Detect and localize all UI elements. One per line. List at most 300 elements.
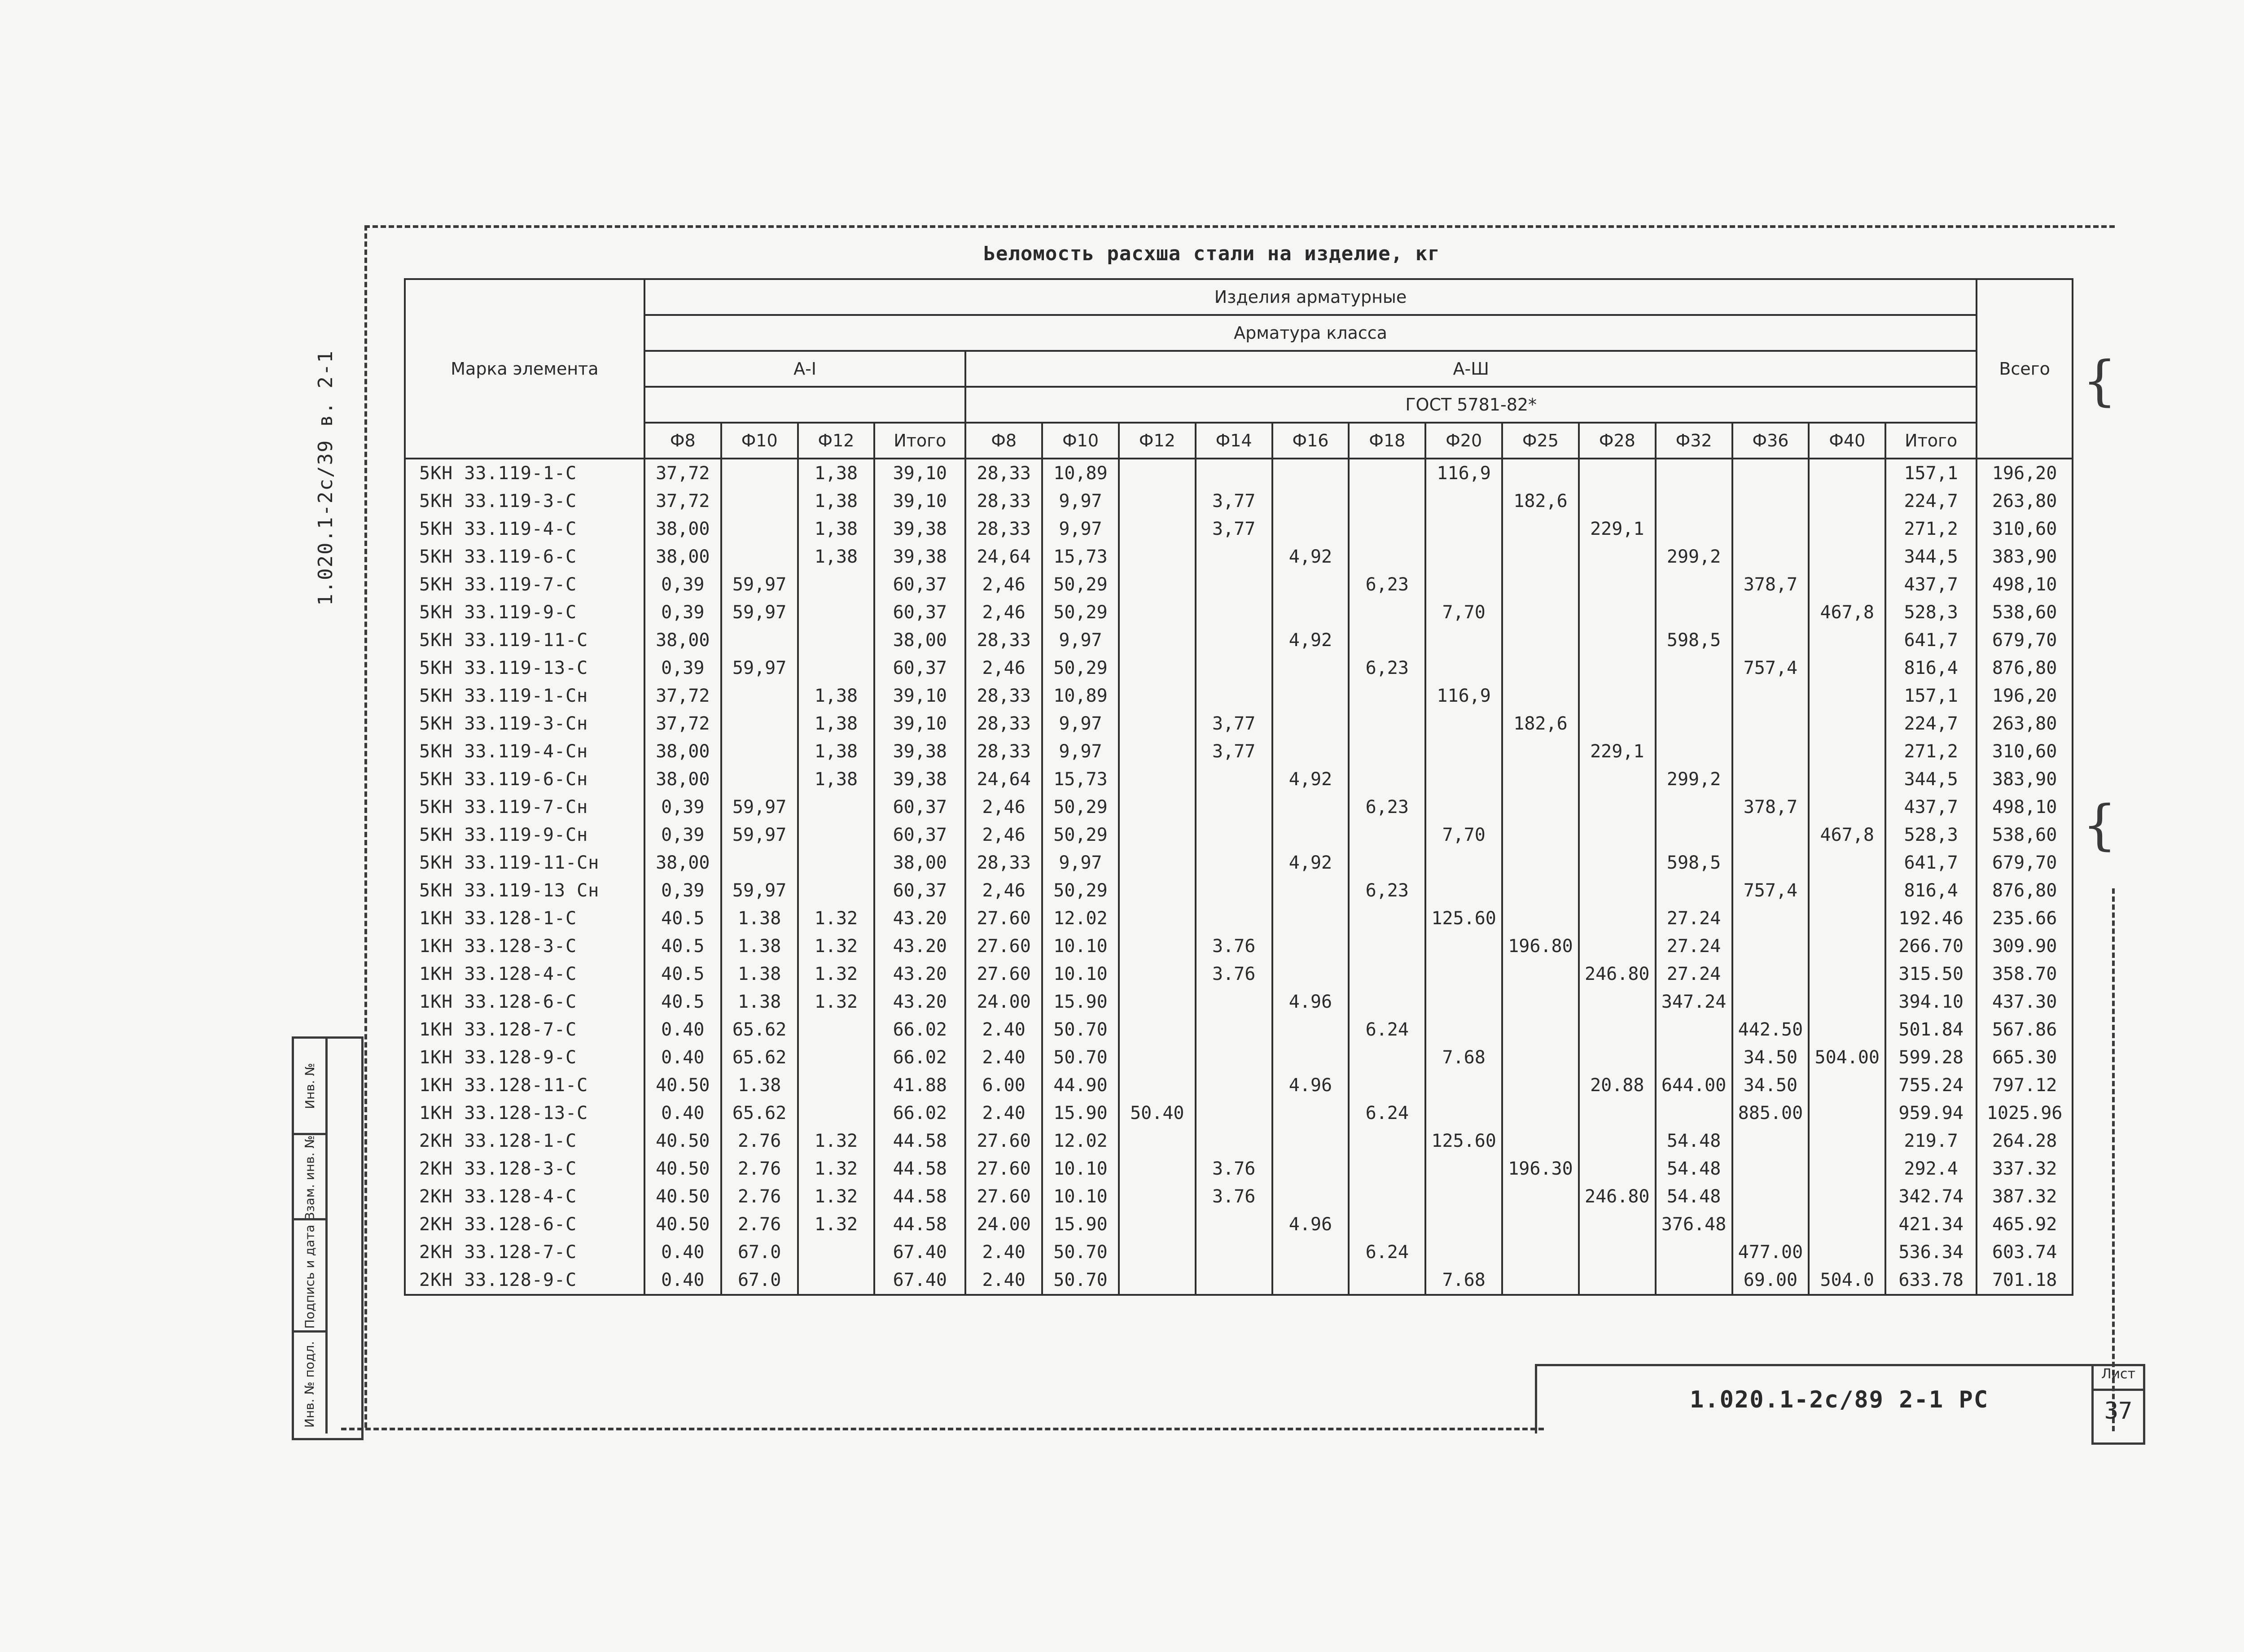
- frame-top-border: [364, 225, 2115, 228]
- frame-left-border: [364, 225, 367, 1428]
- a3-value-cell: 504.00: [1809, 1044, 1885, 1071]
- element-mark-cell: 2КН 33.128-9-С: [405, 1266, 644, 1295]
- a3-value-cell: [1809, 765, 1885, 793]
- table-row: [405, 988, 2073, 1016]
- a3-value-cell: 3,77: [1196, 487, 1272, 515]
- a3-value-cell: 125.60: [1425, 1127, 1502, 1155]
- a3-diameter-header: Ф16: [1272, 423, 1349, 459]
- approval-stamp-column: [292, 1036, 364, 1440]
- a3-value-cell: [1119, 877, 1196, 905]
- a1-value-cell: 38,00: [644, 738, 721, 765]
- a1-value-cell: 1.38: [721, 960, 798, 988]
- a3-value-cell: [1809, 849, 1885, 877]
- a3-value-cell: 24.00: [965, 1211, 1042, 1238]
- table-row: [405, 654, 2073, 682]
- a3-value-cell: [1349, 738, 1425, 765]
- a3-value-cell: [1502, 654, 1579, 682]
- a3-value-cell: [1119, 1127, 1196, 1155]
- stamp-label: Инв. № подл.: [302, 1341, 317, 1428]
- a3-value-cell: [1196, 849, 1272, 877]
- a3-value-cell: 27.24: [1656, 960, 1732, 988]
- a3-value-cell: 292.4: [1885, 1155, 1977, 1183]
- a3-value-cell: 50,29: [1042, 599, 1119, 626]
- a3-value-cell: [1656, 1266, 1732, 1295]
- a1-value-cell: 1,38: [798, 515, 875, 543]
- total-value-cell: 387.32: [1977, 1183, 2073, 1211]
- a3-value-cell: [1732, 738, 1809, 765]
- a3-value-cell: 54.48: [1656, 1155, 1732, 1183]
- a3-value-cell: 2,46: [965, 599, 1042, 626]
- a3-value-cell: [1732, 821, 1809, 849]
- a3-value-cell: 27.60: [965, 1183, 1042, 1211]
- table-row: [405, 487, 2073, 515]
- a3-value-cell: [1272, 960, 1349, 988]
- a3-value-cell: [1349, 543, 1425, 571]
- a3-value-cell: 644.00: [1656, 1071, 1732, 1099]
- a1-value-cell: 44.58: [874, 1211, 965, 1238]
- a3-value-cell: [1579, 487, 1656, 515]
- a3-value-cell: 2.40: [965, 1266, 1042, 1295]
- a3-value-cell: [1809, 1238, 1885, 1266]
- a3-value-cell: [1656, 1099, 1732, 1127]
- a3-value-cell: [1579, 1155, 1656, 1183]
- a3-value-cell: [1272, 793, 1349, 821]
- a3-value-cell: [1809, 682, 1885, 710]
- a1-diameter-header: Ф8: [644, 423, 721, 459]
- total-value-cell: 383,90: [1977, 765, 2073, 793]
- a3-value-cell: [1196, 765, 1272, 793]
- a3-value-cell: [1119, 1183, 1196, 1211]
- a3-value-cell: [1502, 1099, 1579, 1127]
- total-value-cell: 538,60: [1977, 821, 2073, 849]
- a3-value-cell: [1579, 765, 1656, 793]
- a3-value-cell: [1579, 654, 1656, 682]
- a3-value-cell: 27.60: [965, 1155, 1042, 1183]
- a3-value-cell: 6.24: [1349, 1099, 1425, 1127]
- table-row: [405, 571, 2073, 599]
- a3-value-cell: [1349, 599, 1425, 626]
- a3-value-cell: [1272, 1016, 1349, 1044]
- sheet-label: Лист: [2094, 1366, 2143, 1391]
- a3-value-cell: 246.80: [1579, 960, 1656, 988]
- a3-value-cell: [1579, 821, 1656, 849]
- a3-value-cell: [1809, 988, 1885, 1016]
- a3-value-cell: [1272, 1183, 1349, 1211]
- a1-value-cell: 1.38: [721, 988, 798, 1016]
- a3-value-cell: [1349, 1127, 1425, 1155]
- a3-value-cell: 3,77: [1196, 515, 1272, 543]
- a3-value-cell: 344,5: [1885, 765, 1977, 793]
- a3-value-cell: 7.68: [1425, 1044, 1502, 1071]
- a1-value-cell: 65.62: [721, 1016, 798, 1044]
- a3-value-cell: [1196, 1266, 1272, 1295]
- a3-value-cell: [1809, 543, 1885, 571]
- a3-value-cell: 116,9: [1425, 459, 1502, 487]
- a3-value-cell: 50,29: [1042, 821, 1119, 849]
- a3-value-cell: 219.7: [1885, 1127, 1977, 1155]
- total-value-cell: 310,60: [1977, 738, 2073, 765]
- a3-value-cell: [1579, 877, 1656, 905]
- a3-value-cell: [1272, 1155, 1349, 1183]
- a3-value-cell: [1809, 1127, 1885, 1155]
- total-value-cell: 264.28: [1977, 1127, 2073, 1155]
- a3-value-cell: [1732, 1211, 1809, 1238]
- a3-value-cell: 2,46: [965, 821, 1042, 849]
- a3-diameter-header: Ф10: [1042, 423, 1119, 459]
- a3-value-cell: [1196, 543, 1272, 571]
- a3-value-cell: 27.60: [965, 932, 1042, 960]
- a3-value-cell: [1349, 626, 1425, 654]
- table-body: [405, 459, 2073, 1295]
- a3-value-cell: [1349, 1044, 1425, 1071]
- a3-value-cell: [1196, 682, 1272, 710]
- a3-value-cell: 2,46: [965, 877, 1042, 905]
- a3-value-cell: [1425, 849, 1502, 877]
- a1-value-cell: 39,10: [874, 487, 965, 515]
- a3-value-cell: [1272, 821, 1349, 849]
- a3-value-cell: [1349, 515, 1425, 543]
- a3-value-cell: [1809, 793, 1885, 821]
- a1-value-cell: 60,37: [874, 793, 965, 821]
- a3-value-cell: [1732, 988, 1809, 1016]
- table-row: [405, 1238, 2073, 1266]
- a3-value-cell: 421.34: [1885, 1211, 1977, 1238]
- table-row: [405, 821, 2073, 849]
- a3-value-cell: [1119, 1238, 1196, 1266]
- a3-value-cell: [1119, 1044, 1196, 1071]
- a3-value-cell: 347.24: [1656, 988, 1732, 1016]
- a3-value-cell: [1425, 1155, 1502, 1183]
- a3-value-cell: 229,1: [1579, 515, 1656, 543]
- a3-diameter-header: Итого: [1885, 423, 1977, 459]
- a1-value-cell: 37,72: [644, 459, 721, 487]
- a3-value-cell: [1425, 877, 1502, 905]
- brace-mark: {: [2082, 794, 2117, 857]
- a1-value-cell: 0.40: [644, 1016, 721, 1044]
- total-value-cell: 797.12: [1977, 1071, 2073, 1099]
- a3-value-cell: 50.40: [1119, 1099, 1196, 1127]
- a3-value-cell: [1809, 710, 1885, 738]
- a3-value-cell: 3.76: [1196, 932, 1272, 960]
- a3-value-cell: 536.34: [1885, 1238, 1977, 1266]
- a1-value-cell: 40.5: [644, 988, 721, 1016]
- a1-value-cell: 59,97: [721, 654, 798, 682]
- a3-value-cell: [1579, 1044, 1656, 1071]
- a1-value-cell: 2.76: [721, 1155, 798, 1183]
- a3-value-cell: [1425, 1183, 1502, 1211]
- a3-value-cell: [1425, 988, 1502, 1016]
- element-mark-cell: 1КН 33.128-6-С: [405, 988, 644, 1016]
- a3-value-cell: 157,1: [1885, 459, 1977, 487]
- a1-value-cell: 60,37: [874, 571, 965, 599]
- table-row: [405, 793, 2073, 821]
- a3-value-cell: 10.10: [1042, 960, 1119, 988]
- a1-value-cell: 66.02: [874, 1016, 965, 1044]
- a3-value-cell: [1272, 682, 1349, 710]
- a1-value-cell: [798, 849, 875, 877]
- a3-diameter-header: Ф40: [1809, 423, 1885, 459]
- element-mark-cell: 5КН 33.119-4-Сн: [405, 738, 644, 765]
- a1-value-cell: 43.20: [874, 988, 965, 1016]
- a3-value-cell: [1119, 487, 1196, 515]
- a3-value-cell: 34.50: [1732, 1044, 1809, 1071]
- a3-value-cell: 378,7: [1732, 571, 1809, 599]
- a3-value-cell: [1732, 487, 1809, 515]
- a1-value-cell: 43.20: [874, 905, 965, 932]
- a3-value-cell: 15.90: [1042, 988, 1119, 1016]
- a1-value-cell: 60,37: [874, 877, 965, 905]
- a3-value-cell: [1196, 571, 1272, 599]
- a3-value-cell: 757,4: [1732, 654, 1809, 682]
- a3-value-cell: [1196, 988, 1272, 1016]
- element-mark-cell: 5КН 33.119-11-Сн: [405, 849, 644, 877]
- a3-value-cell: [1425, 932, 1502, 960]
- a3-value-cell: 10,89: [1042, 459, 1119, 487]
- a3-value-cell: 7,70: [1425, 821, 1502, 849]
- frame-bottom-border: [341, 1428, 1544, 1430]
- a1-value-cell: [798, 877, 875, 905]
- table-row: [405, 1044, 2073, 1071]
- a3-value-cell: [1196, 459, 1272, 487]
- a3-value-cell: 633.78: [1885, 1266, 1977, 1295]
- a1-value-cell: 37,72: [644, 710, 721, 738]
- a3-value-cell: 394.10: [1885, 988, 1977, 1016]
- a3-value-cell: 50.70: [1042, 1238, 1119, 1266]
- a1-value-cell: 0,39: [644, 793, 721, 821]
- a3-value-cell: [1809, 932, 1885, 960]
- a3-value-cell: [1196, 1044, 1272, 1071]
- a3-value-cell: [1732, 710, 1809, 738]
- a3-value-cell: 378,7: [1732, 793, 1809, 821]
- a3-value-cell: 4.96: [1272, 1071, 1349, 1099]
- a3-value-cell: 28,33: [965, 710, 1042, 738]
- a1-value-cell: 44.58: [874, 1183, 965, 1211]
- a3-value-cell: [1579, 988, 1656, 1016]
- a3-value-cell: 437,7: [1885, 571, 1977, 599]
- a3-value-cell: 246.80: [1579, 1183, 1656, 1211]
- a3-value-cell: 50.70: [1042, 1016, 1119, 1044]
- a3-value-cell: [1425, 710, 1502, 738]
- element-mark-cell: 1КН 33.128-13-С: [405, 1099, 644, 1127]
- a3-value-cell: 196.30: [1502, 1155, 1579, 1183]
- a3-value-cell: [1119, 515, 1196, 543]
- a3-value-cell: 598,5: [1656, 626, 1732, 654]
- a3-value-cell: 528,3: [1885, 599, 1977, 626]
- a1-value-cell: 1,38: [798, 543, 875, 571]
- a1-diameter-header: Ф12: [798, 423, 875, 459]
- a3-value-cell: [1425, 1016, 1502, 1044]
- a1-value-cell: 60,37: [874, 599, 965, 626]
- a3-value-cell: 10,89: [1042, 682, 1119, 710]
- a3-value-cell: [1349, 682, 1425, 710]
- element-mark-cell: 5КН 33.119-3-С: [405, 487, 644, 515]
- a3-value-cell: 4,92: [1272, 626, 1349, 654]
- a3-value-cell: [1425, 1071, 1502, 1099]
- a3-value-cell: 3.76: [1196, 1155, 1272, 1183]
- total-value-cell: 358.70: [1977, 960, 2073, 988]
- a3-value-cell: [1119, 738, 1196, 765]
- stamp-label: Подпись и дата: [302, 1224, 317, 1329]
- a3-diameter-header: Ф18: [1349, 423, 1425, 459]
- a1-value-cell: 40.50: [644, 1211, 721, 1238]
- a3-value-cell: [1732, 1127, 1809, 1155]
- a3-value-cell: [1425, 1099, 1502, 1127]
- a1-value-cell: 44.58: [874, 1127, 965, 1155]
- table-row: [405, 515, 2073, 543]
- a3-value-cell: [1119, 821, 1196, 849]
- a3-diameter-header: Ф32: [1656, 423, 1732, 459]
- table-row: [405, 626, 2073, 654]
- a3-value-cell: [1579, 682, 1656, 710]
- a3-value-cell: 24,64: [965, 543, 1042, 571]
- a3-diameter-header: Ф12: [1119, 423, 1196, 459]
- a3-value-cell: 467,8: [1809, 821, 1885, 849]
- a1-value-cell: [798, 1044, 875, 1071]
- a3-value-cell: [1502, 1044, 1579, 1071]
- a3-value-cell: [1732, 599, 1809, 626]
- a3-value-cell: [1732, 543, 1809, 571]
- a3-value-cell: 182,6: [1502, 487, 1579, 515]
- a3-value-cell: 54.48: [1656, 1183, 1732, 1211]
- a3-value-cell: 28,33: [965, 487, 1042, 515]
- a1-value-cell: 1.32: [798, 905, 875, 932]
- table-row: [405, 543, 2073, 571]
- table-row: [405, 932, 2073, 960]
- a3-value-cell: [1656, 793, 1732, 821]
- a3-value-cell: 12.02: [1042, 1127, 1119, 1155]
- table-row: [405, 710, 2073, 738]
- a3-value-cell: [1349, 849, 1425, 877]
- a3-value-cell: [1809, 571, 1885, 599]
- a3-value-cell: [1502, 988, 1579, 1016]
- a3-value-cell: [1272, 515, 1349, 543]
- a3-value-cell: 192.46: [1885, 905, 1977, 932]
- a3-value-cell: [1349, 459, 1425, 487]
- a1-value-cell: [798, 1071, 875, 1099]
- a3-value-cell: [1502, 1266, 1579, 1295]
- a3-value-cell: [1809, 1155, 1885, 1183]
- a3-value-cell: 477.00: [1732, 1238, 1809, 1266]
- a3-value-cell: 4.96: [1272, 988, 1349, 1016]
- total-value-cell: 876,80: [1977, 654, 2073, 682]
- a3-value-cell: [1732, 626, 1809, 654]
- sheet-title: Ьеломость расхша стали на изделие, кг: [983, 242, 1440, 265]
- a3-value-cell: [1349, 821, 1425, 849]
- a3-value-cell: [1119, 710, 1196, 738]
- a3-value-cell: [1809, 1071, 1885, 1099]
- total-value-cell: 235.66: [1977, 905, 2073, 932]
- total-value-cell: 876,80: [1977, 877, 2073, 905]
- a3-value-cell: [1579, 459, 1656, 487]
- a3-value-cell: 501.84: [1885, 1016, 1977, 1044]
- a1-value-cell: [721, 487, 798, 515]
- a3-value-cell: [1272, 487, 1349, 515]
- total-value-cell: 337.32: [1977, 1155, 2073, 1183]
- a3-value-cell: 157,1: [1885, 682, 1977, 710]
- a1-value-cell: [798, 793, 875, 821]
- reinf-class-header: Арматура класса: [644, 315, 1977, 351]
- a3-value-cell: [1579, 543, 1656, 571]
- element-mark-cell: 5КН 33.119-6-Сн: [405, 765, 644, 793]
- a3-value-cell: 28,33: [965, 738, 1042, 765]
- a1-value-cell: 67.40: [874, 1266, 965, 1295]
- a1-value-cell: [721, 710, 798, 738]
- a3-value-cell: [1349, 710, 1425, 738]
- a3-value-cell: [1579, 599, 1656, 626]
- a3-value-cell: [1272, 1238, 1349, 1266]
- a3-value-cell: [1272, 710, 1349, 738]
- a3-value-cell: 442.50: [1732, 1016, 1809, 1044]
- a3-value-cell: [1579, 1211, 1656, 1238]
- products-header: Изделия арматурные: [644, 279, 1977, 315]
- table-row: [405, 1099, 2073, 1127]
- a3-value-cell: 9,97: [1042, 626, 1119, 654]
- total-value-cell: 498,10: [1977, 793, 2073, 821]
- a1-value-cell: 67.0: [721, 1238, 798, 1266]
- table-row: [405, 1155, 2073, 1183]
- a3-value-cell: [1579, 849, 1656, 877]
- a3-value-cell: [1579, 1266, 1656, 1295]
- a3-value-cell: [1809, 960, 1885, 988]
- a3-diameter-header: Ф28: [1579, 423, 1656, 459]
- a3-diameter-header: Ф14: [1196, 423, 1272, 459]
- a1-value-cell: 1,38: [798, 459, 875, 487]
- element-mark-cell: 5КН 33.119-13 Сн: [405, 877, 644, 905]
- element-mark-cell: 5КН 33.119-13-С: [405, 654, 644, 682]
- a1-value-cell: 1,38: [798, 765, 875, 793]
- a3-value-cell: [1349, 932, 1425, 960]
- a1-value-cell: 1,38: [798, 710, 875, 738]
- a3-value-cell: [1349, 1266, 1425, 1295]
- a3-value-cell: 3.76: [1196, 1183, 1272, 1211]
- a1-value-cell: 59,97: [721, 821, 798, 849]
- a3-value-cell: [1196, 599, 1272, 626]
- a3-value-cell: 28,33: [965, 682, 1042, 710]
- a1-value-cell: 65.62: [721, 1044, 798, 1071]
- a3-value-cell: [1272, 1127, 1349, 1155]
- a3-value-cell: 4,92: [1272, 849, 1349, 877]
- element-mark-cell: 5КН 33.119-3-Сн: [405, 710, 644, 738]
- a3-value-cell: [1272, 571, 1349, 599]
- a3-value-cell: [1272, 932, 1349, 960]
- a3-value-cell: [1579, 905, 1656, 932]
- a3-value-cell: 9,97: [1042, 487, 1119, 515]
- a3-value-cell: [1656, 599, 1732, 626]
- a3-value-cell: 20.88: [1579, 1071, 1656, 1099]
- a1-diameter-header: Ф10: [721, 423, 798, 459]
- a3-value-cell: [1502, 1016, 1579, 1044]
- a3-value-cell: [1119, 988, 1196, 1016]
- a3-value-cell: 9,97: [1042, 515, 1119, 543]
- a3-value-cell: [1119, 960, 1196, 988]
- total-value-cell: 465.92: [1977, 1211, 2073, 1238]
- frame-right-border: [2112, 888, 2115, 1431]
- a3-value-cell: 2.40: [965, 1238, 1042, 1266]
- a3-value-cell: [1579, 932, 1656, 960]
- a3-value-cell: [1502, 599, 1579, 626]
- element-mark-cell: 1КН 33.128-3-С: [405, 932, 644, 960]
- a3-value-cell: [1502, 738, 1579, 765]
- table-row: [405, 905, 2073, 932]
- a3-value-cell: [1425, 793, 1502, 821]
- a3-value-cell: [1809, 626, 1885, 654]
- a3-value-cell: 182,6: [1502, 710, 1579, 738]
- a3-value-cell: [1732, 765, 1809, 793]
- a3-value-cell: [1196, 1211, 1272, 1238]
- a3-value-cell: [1425, 571, 1502, 599]
- a3-value-cell: [1272, 459, 1349, 487]
- a3-value-cell: [1119, 571, 1196, 599]
